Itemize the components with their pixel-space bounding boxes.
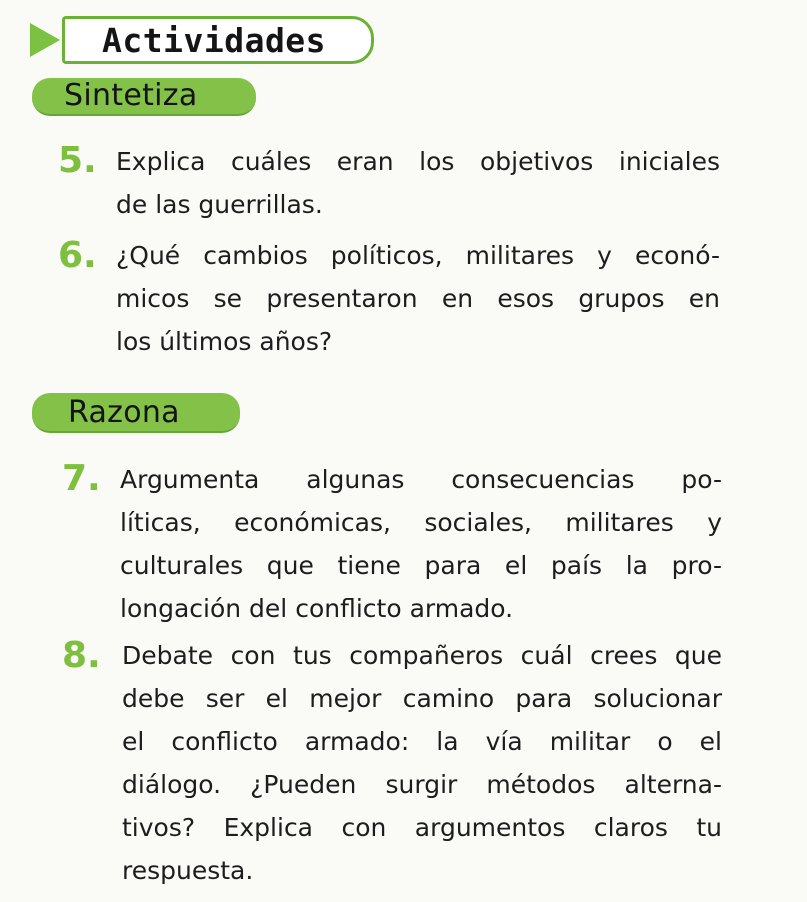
item-number-8: 8. <box>62 635 101 676</box>
item-5-line-1: Explica cuáles eran los objetivos iniciales <box>116 147 720 176</box>
item-8-line-4: diálogo. ¿Pueden surgir métodos alterna- <box>122 770 722 799</box>
item-6-line-1: ¿Qué cambios políticos, militares y econó- <box>116 241 720 270</box>
item-7-text <box>120 458 722 630</box>
item-6-line-2: micos se presentaron en esos grupos en <box>116 284 720 313</box>
item-5-text <box>116 140 720 226</box>
page-title: Actividades <box>102 21 327 60</box>
item-7-line-1: Argumenta algunas consecuencias po- <box>120 465 722 494</box>
item-8-text <box>122 634 722 892</box>
item-number-5: 5. <box>58 140 97 181</box>
item-6-text <box>116 234 720 363</box>
item-7-line-2: líticas, económicas, sociales, militares y <box>120 508 722 537</box>
item-8-line-2: debe ser el mejor camino para solucionar <box>122 684 722 713</box>
item-8-line-1: Debate con tus compañeros cuál crees que <box>122 641 722 670</box>
item-6-line-3: los últimos años? <box>116 327 333 356</box>
item-8-line-3: el conflicto armado: la vía militar o el <box>122 727 722 756</box>
item-5-line-2: de las guerrillas. <box>116 190 323 219</box>
item-7-line-3: culturales que tiene para el país la pro- <box>120 551 722 580</box>
play-arrow-icon <box>30 23 60 57</box>
section-label-razona: Razona <box>68 395 180 430</box>
item-number-7: 7. <box>62 458 101 499</box>
item-8-line-6: respuesta. <box>122 856 254 885</box>
section-label-sintetiza: Sintetiza <box>64 78 198 113</box>
item-8-line-5: tivos? Explica con argumentos claros tu <box>122 813 722 842</box>
item-number-6: 6. <box>58 235 97 276</box>
item-7-line-4: longación del conflicto armado. <box>120 594 514 623</box>
